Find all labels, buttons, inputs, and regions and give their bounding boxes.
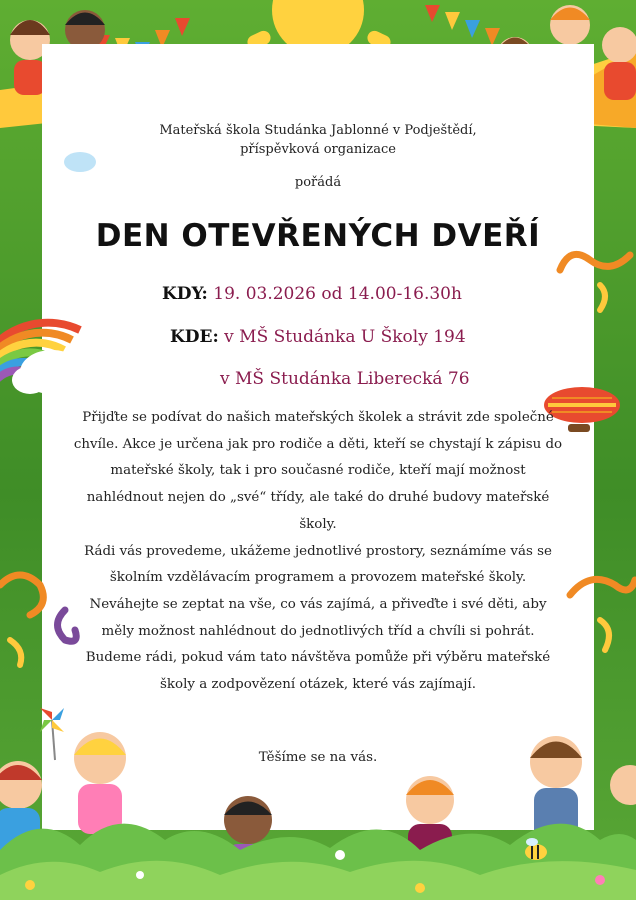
invitation-text: [72, 405, 564, 699]
where-label: KDE:: [170, 327, 219, 347]
organizer-line-1: Mateřská škola Studánka Jablonné v Podještědí,: [159, 123, 477, 138]
organizer-line-2: příspěvková organizace: [240, 142, 396, 157]
where-value-2: v MŠ Studánka Liberecká 76: [220, 369, 470, 389]
where-line: [170, 327, 466, 347]
bushes-icon: [0, 824, 636, 900]
closing-text: Těšíme se na vás.: [258, 750, 378, 765]
hosts-label: pořádá: [294, 175, 342, 190]
when-value: 19. 03.2026 od 14.00-16.30h: [213, 284, 462, 304]
paragraph-4: Budeme rádi, pokud vám tato návštěva pomůže při výběru mateřské školy a zodpovězení otázek, které vás zajímají.: [85, 650, 551, 693]
when-line: [162, 284, 462, 304]
page-title: DEN OTEVŘENÝCH DVEŘÍ: [95, 218, 541, 254]
organizer-name: [150, 121, 486, 159]
bottom-decorations: [0, 700, 636, 900]
paragraph-3: Neváhejte se zeptat na vše, co vás zajímá, a přiveďte i své děti, aby měly možnost nahlédnout do jednotlivých tříd a chvíli si pohrát.: [89, 596, 547, 639]
paragraph-1: Přijďte se podívat do našich mateřských školek a strávit zde společné chvíle. Akce je určena jak pro rodiče a děti, kteří se chystají k zápisu do mateřské školy, tak i pro současné rodiče, kteří mají možnost nahlédnout nejen do „své“ třídy, ale také do druhé budovy mateřské školy.: [73, 410, 563, 532]
where-value-1: v MŠ Studánka U Školy 194: [224, 327, 466, 347]
when-label: KDY:: [162, 284, 208, 304]
paragraph-2: Rádi vás provedeme, ukážeme jednotlivé prostory, seznámíme vás se školním vzdělávacím programem a provozem mateřské školy.: [84, 543, 552, 586]
